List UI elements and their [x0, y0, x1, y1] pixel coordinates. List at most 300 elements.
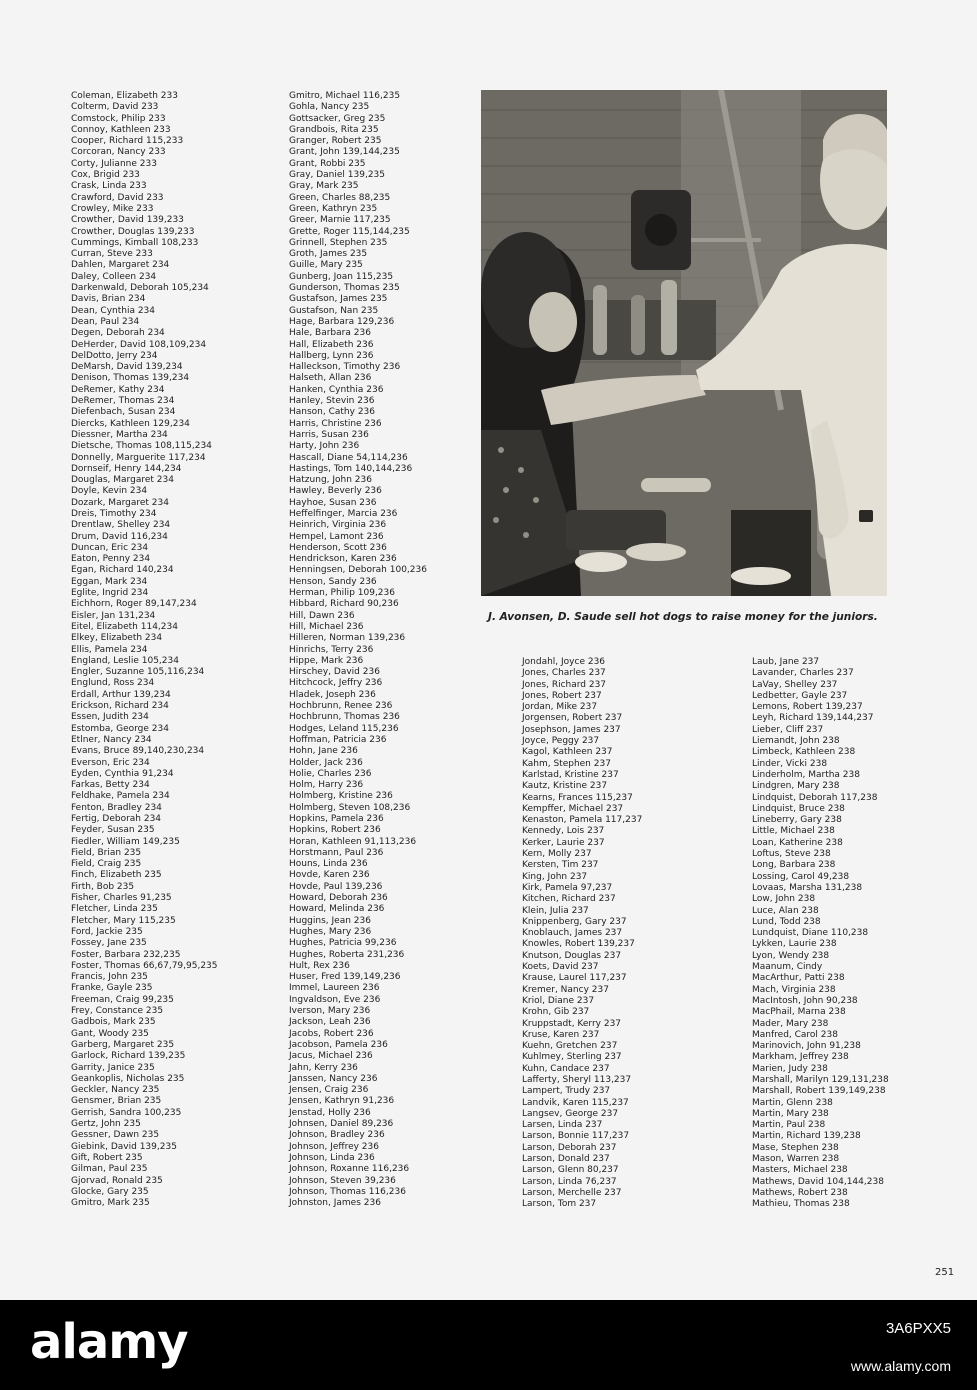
- index-entry: Hirschey, David 236: [289, 667, 380, 678]
- index-entry: Laub, Jane 237: [752, 657, 820, 667]
- index-entry: Lovaas, Marsha 131,238: [752, 882, 863, 893]
- index-entry: Johnsen, Daniel 89,236: [289, 1119, 394, 1130]
- index-entry: Knippenberg, Gary 237: [522, 916, 627, 927]
- index-entry: Larsen, Linda 237: [522, 1120, 603, 1131]
- index-entry: Jondahl, Joyce 236: [522, 657, 606, 667]
- index-entry: Gmitro, Michael 116,235: [289, 91, 401, 101]
- index-entry: Kern, Molly 237: [522, 849, 592, 860]
- index-entry: Denison, Thomas 139,234: [71, 373, 190, 384]
- index-entry: Ledbetter, Gayle 237: [752, 690, 848, 701]
- index-entry: Larson, Bonnie 117,237: [522, 1131, 630, 1142]
- index-entry: Crawford, David 233: [71, 192, 164, 203]
- index-entry: Gohla, Nancy 235: [289, 102, 370, 113]
- photo-illustration: [481, 90, 887, 596]
- index-entry: Hladek, Joseph 236: [289, 689, 376, 700]
- index-entry: Hinrichs, Terry 236: [289, 644, 374, 655]
- index-entry: Geankoplis, Nicholas 235: [71, 1073, 185, 1084]
- index-entry: Jensen, Kathryn 91,236: [289, 1096, 395, 1107]
- index-entry: Lossing, Carol 49,238: [752, 871, 850, 882]
- index-entry: Leyh, Richard 139,144,237: [752, 713, 874, 724]
- index-entry: Marinovich, John 91,238: [752, 1041, 861, 1052]
- index-entry: Mason, Warren 238: [752, 1154, 840, 1165]
- index-entry: Elkey, Elizabeth 234: [71, 633, 163, 644]
- index-entry: Martin, Glenn 238: [752, 1097, 833, 1108]
- index-entry: Diessner, Martha 234: [71, 429, 168, 440]
- index-entry: Halleckson, Timothy 236: [289, 362, 401, 373]
- index-entry: Eggan, Mark 234: [71, 576, 148, 587]
- index-entry: Johnston, James 236: [289, 1198, 381, 1209]
- index-entry: Fenton, Bradley 234: [71, 802, 162, 813]
- index-entry: Mach, Virginia 238: [752, 984, 836, 995]
- index-entry: Foster, Thomas 66,67,79,95,235: [71, 960, 218, 971]
- index-entry: Grandbois, Rita 235: [289, 124, 379, 135]
- index-entry: Estomba, George 234: [71, 723, 169, 734]
- index-entry: Drum, David 116,234: [71, 531, 168, 542]
- index-entry: Koets, David 237: [522, 962, 599, 973]
- index-entry: Crowther, David 139,233: [71, 215, 184, 226]
- index-entry: Feldhake, Pamela 234: [71, 791, 170, 802]
- index-entry: Eglite, Ingrid 234: [71, 588, 149, 599]
- index-entry: Long, Barbara 238: [752, 860, 836, 871]
- index-entry: Larson, Glenn 80,237: [522, 1165, 619, 1176]
- index-entry: Lineberry, Gary 238: [752, 815, 842, 826]
- index-entry: Jensen, Craig 236: [289, 1085, 369, 1096]
- index-entry: Kahm, Stephen 237: [522, 758, 611, 769]
- index-entry: Gilman, Paul 235: [71, 1164, 148, 1175]
- index-entry: Dornseif, Henry 144,234: [71, 463, 182, 474]
- index-entry: Henningsen, Deborah 100,236: [289, 565, 427, 576]
- index-entry: Mase, Stephen 238: [752, 1142, 839, 1153]
- index-entry: Gray, Daniel 139,235: [289, 170, 386, 181]
- index-entry: Donnelly, Marguerite 117,234: [71, 452, 206, 463]
- index-entry: Cummings, Kimball 108,233: [71, 237, 199, 248]
- hot-dog-sale-photo: [481, 90, 887, 596]
- index-entry: Horan, Kathleen 91,113,236: [289, 836, 417, 847]
- index-entry: Crask, Linda 233: [71, 181, 147, 192]
- index-entry: Jahn, Kerry 236: [289, 1062, 358, 1073]
- index-entry: Limbeck, Kathleen 238: [752, 747, 856, 758]
- index-entry: Langsev, George 237: [522, 1108, 619, 1119]
- index-entry: Jacobson, Pamela 236: [289, 1039, 388, 1050]
- index-entry: Fletcher, Mary 115,235: [71, 915, 176, 926]
- index-entry: Linder, Vicki 238: [752, 758, 828, 769]
- index-entry: Davis, Brian 234: [71, 294, 146, 305]
- index-entry: Hatzung, John 236: [289, 475, 372, 486]
- index-entry: Kennedy, Lois 237: [522, 826, 605, 837]
- index-entry: Gerrish, Sandra 100,235: [71, 1107, 182, 1118]
- index-entry: Fertig, Deborah 234: [71, 814, 162, 824]
- index-entry: Gertz, John 235: [71, 1119, 141, 1130]
- index-entry: DeRemer, Kathy 234: [71, 384, 165, 395]
- index-entry: Dietsche, Thomas 108,115,234: [71, 441, 212, 452]
- index-entry: Halseth, Allan 236: [289, 373, 372, 384]
- index-entry: Howard, Melinda 236: [289, 904, 385, 915]
- index-entry: Kautz, Kristine 237: [522, 781, 608, 792]
- index-entry: Gant, Woody 235: [71, 1028, 149, 1039]
- index-entry: Eichhorn, Roger 89,147,234: [71, 599, 197, 610]
- index-entry: Daley, Colleen 234: [71, 271, 157, 282]
- index-entry: Gunderson, Thomas 235: [289, 283, 400, 294]
- index-entry: Hage, Barbara 129,236: [289, 316, 395, 327]
- index-entry: Lafferty, Sheryl 113,237: [522, 1074, 632, 1085]
- index-entry: Fletcher, Linda 235: [71, 904, 158, 915]
- index-entry: Gustafson, Nan 235: [289, 305, 379, 316]
- index-entry: Harty, John 236: [289, 441, 360, 452]
- index-entry: Francis, John 235: [71, 972, 148, 983]
- index-entry: Hascall, Diane 54,114,236: [289, 452, 408, 463]
- index-entry: Josephson, James 237: [522, 724, 621, 735]
- index-entry: MacArthur, Patti 238: [752, 973, 845, 984]
- photo-caption: J. Avonsen, D. Saude sell hot dogs to raise money for the juniors.: [488, 611, 878, 623]
- index-entry: Crowther, Douglas 139,233: [71, 226, 195, 237]
- index-entry: Green, Charles 88,235: [289, 192, 391, 203]
- index-entry: King, John 237: [522, 871, 588, 882]
- index-entry: Kersten, Tim 237: [522, 860, 599, 871]
- index-entry: Gmitro, Mark 235: [71, 1198, 150, 1209]
- index-column-1: [71, 91, 218, 1209]
- index-entry: Fisher, Charles 91,235: [71, 893, 172, 904]
- index-column-2: [289, 91, 427, 1209]
- index-entry: Dreis, Timothy 234: [71, 508, 157, 519]
- index-entry: Harris, Christine 236: [289, 418, 382, 429]
- index-entry: Jones, Charles 237: [522, 668, 606, 679]
- index-entry: Mathieu, Thomas 238: [752, 1199, 850, 1210]
- watermark-banner: [0, 1300, 977, 1390]
- index-entry: Manfred, Carol 238: [752, 1029, 838, 1040]
- index-entry: Liemandt, John 238: [752, 736, 840, 747]
- index-entry: Heinrich, Virginia 236: [289, 520, 387, 531]
- index-entry: Gray, Mark 235: [289, 181, 359, 192]
- index-entry: Dean, Paul 234: [71, 316, 140, 327]
- index-entry: Englund, Ross 234: [71, 678, 155, 689]
- index-entry: Martin, Paul 238: [752, 1120, 826, 1131]
- index-entry: Holm, Harry 236: [289, 780, 364, 791]
- index-entry: Hempel, Lamont 236: [289, 531, 384, 542]
- index-entry: Joyce, Peggy 237: [522, 736, 600, 747]
- index-entry: Ellis, Pamela 234: [71, 644, 148, 655]
- index-entry: Herman, Philip 109,236: [289, 588, 395, 599]
- index-entry: Jordan, Mike 237: [522, 702, 598, 713]
- index-entry: England, Leslie 105,234: [71, 655, 179, 666]
- index-entry: Johnson, Roxanne 116,236: [289, 1164, 410, 1175]
- index-entry: Granger, Robert 235: [289, 136, 382, 147]
- index-entry: Grinnell, Stephen 235: [289, 237, 388, 248]
- index-entry: Hanken, Cynthia 236: [289, 384, 384, 395]
- index-entry: Diefenbach, Susan 234: [71, 407, 176, 418]
- index-column-3: [522, 657, 642, 1211]
- index-entry: Holie, Charles 236: [289, 768, 372, 779]
- index-entry: Krause, Laurel 117,237: [522, 973, 627, 984]
- index-entry: Kagol, Kathleen 237: [522, 747, 613, 758]
- index-entry: Cox, Brigid 233: [71, 170, 140, 181]
- index-entry: Eyden, Cynthia 91,234: [71, 768, 174, 779]
- index-entry: Gadbois, Mark 235: [71, 1017, 156, 1028]
- index-entry: Connoy, Kathleen 233: [71, 124, 171, 135]
- index-entry: Hohn, Jane 236: [289, 746, 358, 757]
- index-entry: Marien, Judy 238: [752, 1063, 828, 1074]
- index-entry: Masters, Michael 238: [752, 1165, 848, 1176]
- index-entry: Curran, Steve 233: [71, 249, 153, 260]
- index-entry: Horstmann, Paul 236: [289, 847, 384, 858]
- index-entry: Holder, Jack 236: [289, 757, 363, 768]
- index-entry: Houns, Linda 236: [289, 859, 368, 870]
- index-entry: Hastings, Tom 140,144,236: [289, 463, 413, 474]
- index-entry: Ford, Jackie 235: [71, 926, 143, 937]
- index-entry: Howard, Deborah 236: [289, 893, 388, 904]
- index-entry: Evans, Bruce 89,140,230,234: [71, 746, 205, 757]
- index-entry: Kruse, Karen 237: [522, 1029, 600, 1040]
- index-entry: Jackson, Leah 236: [289, 1017, 371, 1028]
- index-entry: Heffelfinger, Marcia 236: [289, 508, 398, 519]
- index-entry: Hallberg, Lynn 236: [289, 350, 374, 361]
- index-entry: Larson, Merchelle 237: [522, 1187, 622, 1198]
- index-entry: Hanson, Cathy 236: [289, 407, 376, 418]
- index-entry: Martin, Richard 139,238: [752, 1131, 861, 1142]
- index-entry: Comstock, Philip 233: [71, 113, 166, 124]
- index-entry: Maanum, Cindy: [752, 962, 823, 973]
- index-entry: Farkas, Betty 234: [71, 780, 150, 791]
- index-entry: Kerker, Laurie 237: [522, 837, 605, 848]
- index-entry: Drentlaw, Shelley 234: [71, 520, 171, 531]
- index-entry: Hopkins, Robert 236: [289, 825, 381, 836]
- index-entry: Ingvaldson, Eve 236: [289, 994, 381, 1005]
- index-entry: Garberg, Margaret 235: [71, 1039, 175, 1050]
- index-entry: Everson, Eric 234: [71, 757, 150, 768]
- index-entry: Lyon, Wendy 238: [752, 950, 830, 961]
- index-entry: Cooper, Richard 115,233: [71, 136, 184, 147]
- index-entry: Kriol, Diane 237: [522, 995, 595, 1006]
- index-entry: Garlock, Richard 139,235: [71, 1051, 186, 1062]
- index-entry: Jenstad, Holly 236: [289, 1107, 371, 1118]
- index-entry: Gift, Robert 235: [71, 1152, 143, 1163]
- index-entry: MacPhail, Marna 238: [752, 1007, 846, 1018]
- index-entry: Gjorvad, Ronald 235: [71, 1175, 163, 1186]
- index-entry: Franke, Gayle 235: [71, 983, 153, 994]
- index-entry: Gensmer, Brian 235: [71, 1096, 162, 1107]
- index-entry: Geckler, Nancy 235: [71, 1085, 160, 1096]
- index-entry: Jacus, Michael 236: [289, 1051, 373, 1062]
- index-entry: Iverson, Mary 236: [289, 1006, 371, 1017]
- index-entry: Colterm, David 233: [71, 102, 159, 113]
- index-entry: MacIntosh, John 90,238: [752, 995, 858, 1006]
- index-entry: Larson, Donald 237: [522, 1154, 610, 1165]
- index-entry: Hendrickson, Karen 236: [289, 554, 397, 565]
- index-entry: Gottsacker, Greg 235: [289, 113, 386, 124]
- index-entry: Hall, Elizabeth 236: [289, 339, 374, 350]
- index-entry: Hippe, Mark 236: [289, 655, 364, 666]
- index-entry: Landvik, Karen 115,237: [522, 1097, 629, 1108]
- index-entry: Linderholm, Martha 238: [752, 769, 860, 780]
- index-entry: Hughes, Mary 236: [289, 926, 372, 937]
- index-entry: Hanley, Stevin 236: [289, 396, 375, 407]
- index-entry: Feyder, Susan 235: [71, 825, 155, 836]
- index-entry: Crowley, Mike 233: [71, 203, 154, 214]
- index-entry: Luce, Alan 238: [752, 905, 819, 916]
- index-entry: Eaton, Penny 234: [71, 554, 151, 565]
- index-entry: Grant, John 139,144,235: [289, 147, 400, 158]
- index-entry: Etlner, Nancy 234: [71, 734, 152, 745]
- index-entry: Little, Michael 238: [752, 826, 835, 837]
- index-entry: Glocke, Gary 235: [71, 1186, 149, 1197]
- index-entry: Klein, Julia 237: [522, 905, 589, 916]
- page-number: 251: [935, 1267, 955, 1278]
- index-entry: Hughes, Patricia 99,236: [289, 938, 397, 949]
- index-entry: Hovde, Karen 236: [289, 870, 370, 881]
- index-entry: Krohn, Gib 237: [522, 1007, 590, 1018]
- index-entry: DeHerder, David 108,109,234: [71, 339, 207, 350]
- index-entry: Mader, Mary 238: [752, 1018, 829, 1029]
- index-entry: Gunberg, Joan 115,235: [289, 271, 394, 282]
- index-entry: Dean, Cynthia 234: [71, 305, 156, 316]
- index-entry: Hughes, Roberta 231,236: [289, 949, 405, 960]
- index-entry: Mathews, David 104,144,238: [752, 1176, 884, 1187]
- index-entry: Larson, Deborah 237: [522, 1142, 617, 1153]
- index-entry: Frey, Constance 235: [71, 1006, 164, 1017]
- index-entry: Harris, Susan 236: [289, 429, 369, 440]
- index-entry: Hodges, Leland 115,236: [289, 723, 399, 734]
- index-entry: Dahlen, Margaret 234: [71, 260, 170, 271]
- index-entry: Erickson, Richard 234: [71, 701, 169, 712]
- index-entry: Jones, Richard 237: [522, 679, 607, 690]
- index-entry: Johnson, Jeffrey 236: [289, 1141, 379, 1152]
- index-entry: Hill, Michael 236: [289, 621, 364, 632]
- index-entry: Hopkins, Pamela 236: [289, 814, 384, 824]
- index-entry: Foster, Barbara 232,235: [71, 949, 181, 960]
- index-entry: Holmberg, Steven 108,236: [289, 802, 411, 813]
- index-entry: Loftus, Steve 238: [752, 849, 831, 860]
- index-entry: Freeman, Craig 99,235: [71, 994, 174, 1005]
- image-id: 3A6PXX5: [885, 1320, 951, 1337]
- index-entry: Green, Kathryn 235: [289, 203, 378, 214]
- index-entry: Douglas, Margaret 234: [71, 475, 174, 486]
- index-entry: Markham, Jeffrey 238: [752, 1052, 849, 1063]
- index-entry: Darkenwald, Deborah 105,234: [71, 283, 209, 294]
- index-entry: Kremer, Nancy 237: [522, 984, 609, 995]
- index-entry: Jacobs, Robert 236: [289, 1028, 374, 1039]
- index-entry: Coleman, Elizabeth 233: [71, 91, 178, 101]
- index-entry: Diercks, Kathleen 129,234: [71, 418, 190, 429]
- index-entry: Lundquist, Diane 110,238: [752, 928, 869, 939]
- index-entry: DelDotto, Jerry 234: [71, 350, 158, 361]
- index-entry: Holmberg, Kristine 236: [289, 791, 393, 802]
- index-entry: Lund, Todd 238: [752, 916, 821, 927]
- index-entry: DeRemer, Thomas 234: [71, 396, 175, 407]
- index-entry: Johnson, Bradley 236: [289, 1130, 385, 1141]
- index-entry: Duncan, Eric 234: [71, 542, 149, 553]
- index-entry: Knutson, Douglas 237: [522, 950, 622, 961]
- index-entry: Marshall, Robert 139,149,238: [752, 1086, 886, 1097]
- index-entry: Lavander, Charles 237: [752, 668, 854, 679]
- index-entry: Hayhoe, Susan 236: [289, 497, 377, 508]
- index-entry: Hochbrunn, Renee 236: [289, 701, 393, 712]
- index-entry: Corty, Julianne 233: [71, 158, 157, 169]
- index-entry: Field, Brian 235: [71, 847, 142, 858]
- index-entry: Garrity, Janice 235: [71, 1062, 155, 1073]
- index-entry: Corcoran, Nancy 233: [71, 147, 166, 158]
- index-entry: Larson, Linda 76,237: [522, 1176, 617, 1187]
- index-entry: Firth, Bob 235: [71, 881, 135, 892]
- index-entry: Immel, Laureen 236: [289, 983, 380, 994]
- index-entry: Johnson, Linda 236: [289, 1152, 375, 1163]
- index-entry: Groth, James 235: [289, 249, 368, 260]
- index-entry: Grant, Robbi 235: [289, 158, 366, 169]
- index-entry: Hale, Barbara 236: [289, 328, 371, 339]
- index-entry: Loan, Katherine 238: [752, 837, 843, 848]
- index-entry: Kuhlmey, Sterling 237: [522, 1052, 622, 1063]
- index-entry: Dozark, Margaret 234: [71, 497, 169, 508]
- index-entry: Jorgensen, Robert 237: [522, 713, 623, 724]
- index-entry: Lindquist, Deborah 117,238: [752, 792, 878, 803]
- index-entry: Lampert, Trudy 237: [522, 1086, 611, 1097]
- index-entry: Lykken, Laurie 238: [752, 939, 837, 950]
- index-entry: Erdall, Arthur 139,234: [71, 689, 171, 700]
- index-entry: Knowles, Robert 139,237: [522, 939, 635, 950]
- index-entry: Greer, Marnie 117,235: [289, 215, 391, 226]
- index-entry: Lindquist, Bruce 238: [752, 803, 845, 814]
- index-entry: Huggins, Jean 236: [289, 915, 371, 926]
- index-entry: Mathews, Robert 238: [752, 1187, 848, 1198]
- index-entry: Hibbard, Richard 90,236: [289, 599, 399, 610]
- alamy-url: www.alamy.com: [850, 1358, 951, 1374]
- alamy-logo: alamy: [30, 1314, 188, 1370]
- index-entry: Kearns, Frances 115,237: [522, 792, 633, 803]
- index-entry: Gustafson, James 235: [289, 294, 388, 305]
- index-entry: Doyle, Kevin 234: [71, 486, 148, 497]
- index-entry: Fossey, Jane 235: [71, 938, 147, 949]
- index-entry: Johnson, Steven 39,236: [289, 1175, 396, 1186]
- index-entry: Guille, Mary 235: [289, 260, 363, 271]
- index-entry: Essen, Judith 234: [71, 712, 149, 723]
- index-entry: Eitel, Elizabeth 114,234: [71, 621, 178, 632]
- index-entry: LaVay, Shelley 237: [752, 679, 838, 690]
- index-entry: Johnson, Thomas 116,236: [289, 1186, 406, 1197]
- index-entry: Egan, Richard 140,234: [71, 565, 174, 576]
- index-entry: Larson, Tom 237: [522, 1199, 597, 1210]
- index-entry: Kitchen, Richard 237: [522, 894, 616, 905]
- index-entry: Kuehn, Gretchen 237: [522, 1041, 618, 1052]
- index-entry: Henderson, Scott 236: [289, 542, 387, 553]
- index-entry: Finch, Elizabeth 235: [71, 870, 162, 881]
- index-entry: Kruppstadt, Kerry 237: [522, 1018, 622, 1029]
- index-entry: Grette, Roger 115,144,235: [289, 226, 410, 237]
- index-entry: Gessner, Dawn 235: [71, 1130, 160, 1141]
- index-entry: Janssen, Nancy 236: [289, 1073, 378, 1084]
- index-entry: Lindgren, Mary 238: [752, 781, 840, 792]
- index-entry: Henson, Sandy 236: [289, 576, 377, 587]
- index-entry: Kempffer, Michael 237: [522, 803, 624, 814]
- index-entry: Fiedler, William 149,235: [71, 836, 180, 847]
- index-entry: Huser, Fred 139,149,236: [289, 972, 401, 983]
- index-entry: Engler, Suzanne 105,116,234: [71, 667, 205, 678]
- index-entry: Lieber, Cliff 237: [752, 724, 824, 735]
- index-entry: Martin, Mary 238: [752, 1108, 829, 1119]
- index-entry: Knoblauch, James 237: [522, 928, 623, 939]
- index-column-4: [752, 657, 889, 1211]
- index-entry: Hult, Rex 236: [289, 960, 350, 971]
- index-entry: Jones, Robert 237: [522, 690, 602, 701]
- index-entry: Field, Craig 235: [71, 859, 142, 870]
- index-entry: Kenaston, Pamela 117,237: [522, 815, 643, 826]
- index-entry: Degen, Deborah 234: [71, 328, 165, 339]
- index-entry: Kuhn, Candace 237: [522, 1063, 610, 1074]
- index-entry: Hoffman, Patricia 236: [289, 734, 387, 745]
- index-entry: DeMarsh, David 139,234: [71, 362, 183, 373]
- index-entry: Hilleren, Norman 139,236: [289, 633, 406, 644]
- index-entry: Giebink, David 139,235: [71, 1141, 177, 1152]
- index-entry: Hovde, Paul 139,236: [289, 881, 383, 892]
- index-entry: Kirk, Pamela 97,237: [522, 882, 613, 893]
- index-entry: Karlstad, Kristine 237: [522, 769, 619, 780]
